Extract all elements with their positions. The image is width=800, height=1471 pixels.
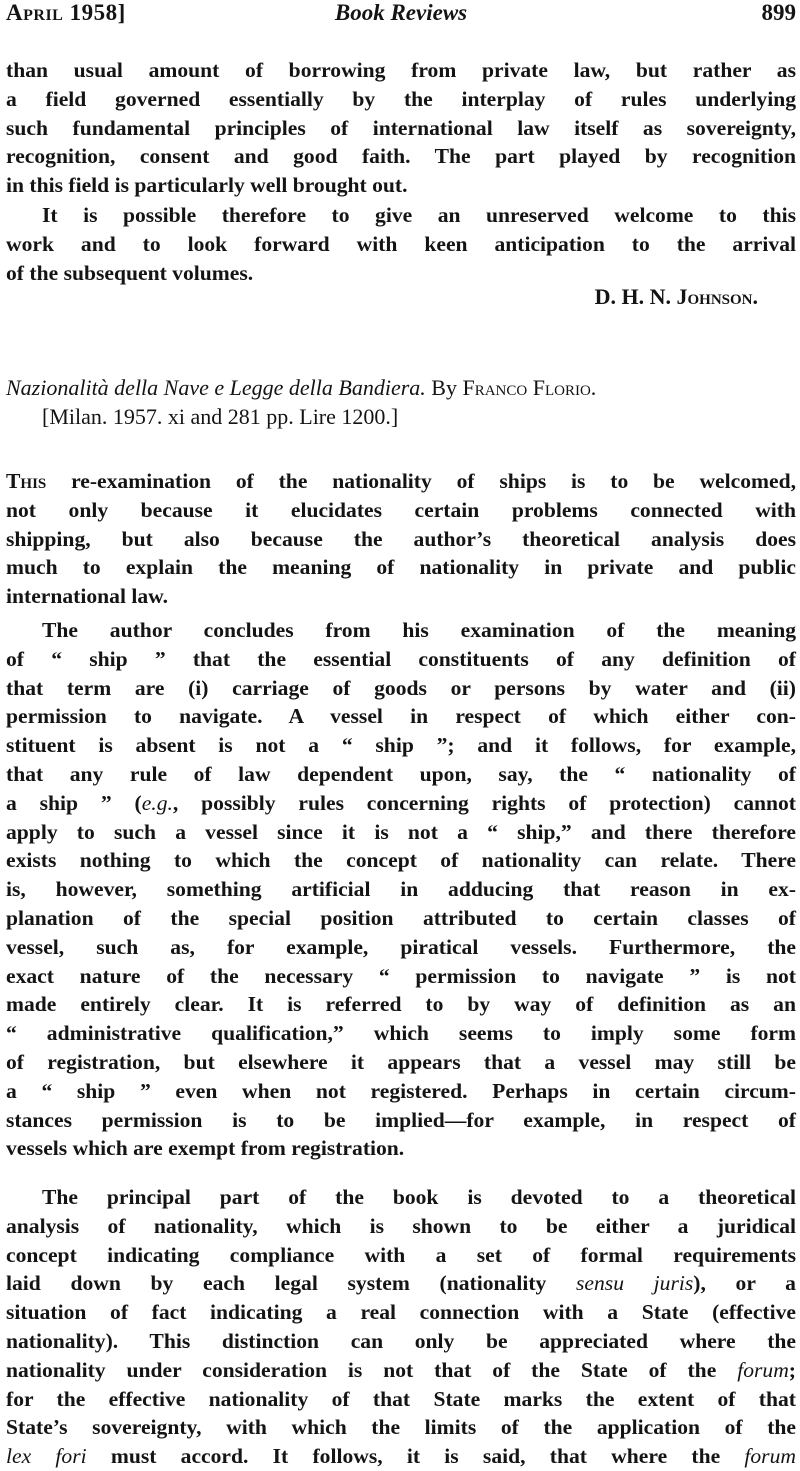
- by-label: By: [425, 375, 463, 400]
- book-author: Franco Florio.: [462, 375, 597, 400]
- page-number: 899: [761, 0, 796, 25]
- review-heading: [6, 373, 796, 431]
- header-section-title: Book Reviews: [334, 0, 468, 25]
- italic-forum: forum: [737, 1357, 789, 1382]
- previous-review-paragraph-1: than usual amount of borrowing from private law, but rather as a field governed essentially by the interplay of rules underlying such fundamental principles of international law itself as sovereignty, recognition, consent and good faith. The part played by recognition in this field is particularly well brought out.: [6, 58, 796, 198]
- italic-sensu-juris: sensu juris: [576, 1271, 694, 1296]
- previous-review-paragraph-2: It is possible therefore to give an unreserved welcome to this work and to look forward with keen anticipation to the arrival of the subsequent volumes.: [6, 203, 796, 285]
- running-header: [6, 0, 796, 26]
- reviewer-signature: [595, 284, 758, 310]
- review-paragraph-3: The principal part of the book is devoted to a theoretical analysis of nationality, which is shown to be either a juridical concept indicating compliance with a set of formal requirements laid down by each legal system (nationality sensu juris), or a situation of fact indicating a real connection with a State (effective nationality). This distinction can only be appreciated where the nationality under consideration is not that of the State of the forum; for the effective nationality of that State marks the extent of that State’s sovereignty, with which the limits of the application of the lex fori must accord. It follows, it is said, that where the forum: [6, 1185, 796, 1469]
- header-date: April 1958]: [6, 0, 126, 25]
- review-paragraph-2: The author concludes from his examination of the meaning of “ ship ” that the essential constituents of any definition of that term are (i) carriage of goods or persons by water and (ii) permission to navigate. A vessel in respect of which either con- stituent is absent is not a “ ship ”; and it follows, for example, that any rule of law dependent upon, say, the “ nationality of a ship ” (e.g., possibly rules concerning rights of protection) cannot apply to such a vessel since it is not a “ ship,” and there therefore exists nothing to which the concept of nationality can relate. There is, however, something artificial in adducing that reason in ex- planation of the special position attributed to certain classes of vessel, such as, for example, piratical vessels. Furthermore, the exact nature of the necessary “ permission to navigate ” is not made entirely clear. It is referred to by way of definition as an “ administrative qualification,” which seems to imply some form of registration, but elsewhere it appears that a vessel may still be a “ ship ” even when not registered. Perhaps in certain circum- stances permission is to be implied—for example, in respect of vessels which are exempt from registration.: [6, 618, 796, 1161]
- drop-word: This: [6, 469, 47, 493]
- publication-details: [Milan. 1957. xi and 281 pp. Lire 1200.]: [42, 404, 399, 429]
- reviewer-surname: Johnson.: [676, 284, 758, 309]
- italic-eg: e.g.: [141, 790, 173, 815]
- italic-lex-fori: lex fori: [6, 1444, 87, 1469]
- reviewer-initials: D. H. N.: [594, 284, 677, 309]
- italic-forum-2: forum: [744, 1444, 796, 1469]
- book-title: Nazionalità della Nave e Legge della Bandiera.: [6, 375, 426, 400]
- review-paragraph-1: This re-examination of the nationality of ships is to be welcomed, not only because it elucidates certain problems connected with shipping, but also because the author’s theoretical analysis does much to explain the meaning of nationality in private and public international law.: [6, 469, 796, 609]
